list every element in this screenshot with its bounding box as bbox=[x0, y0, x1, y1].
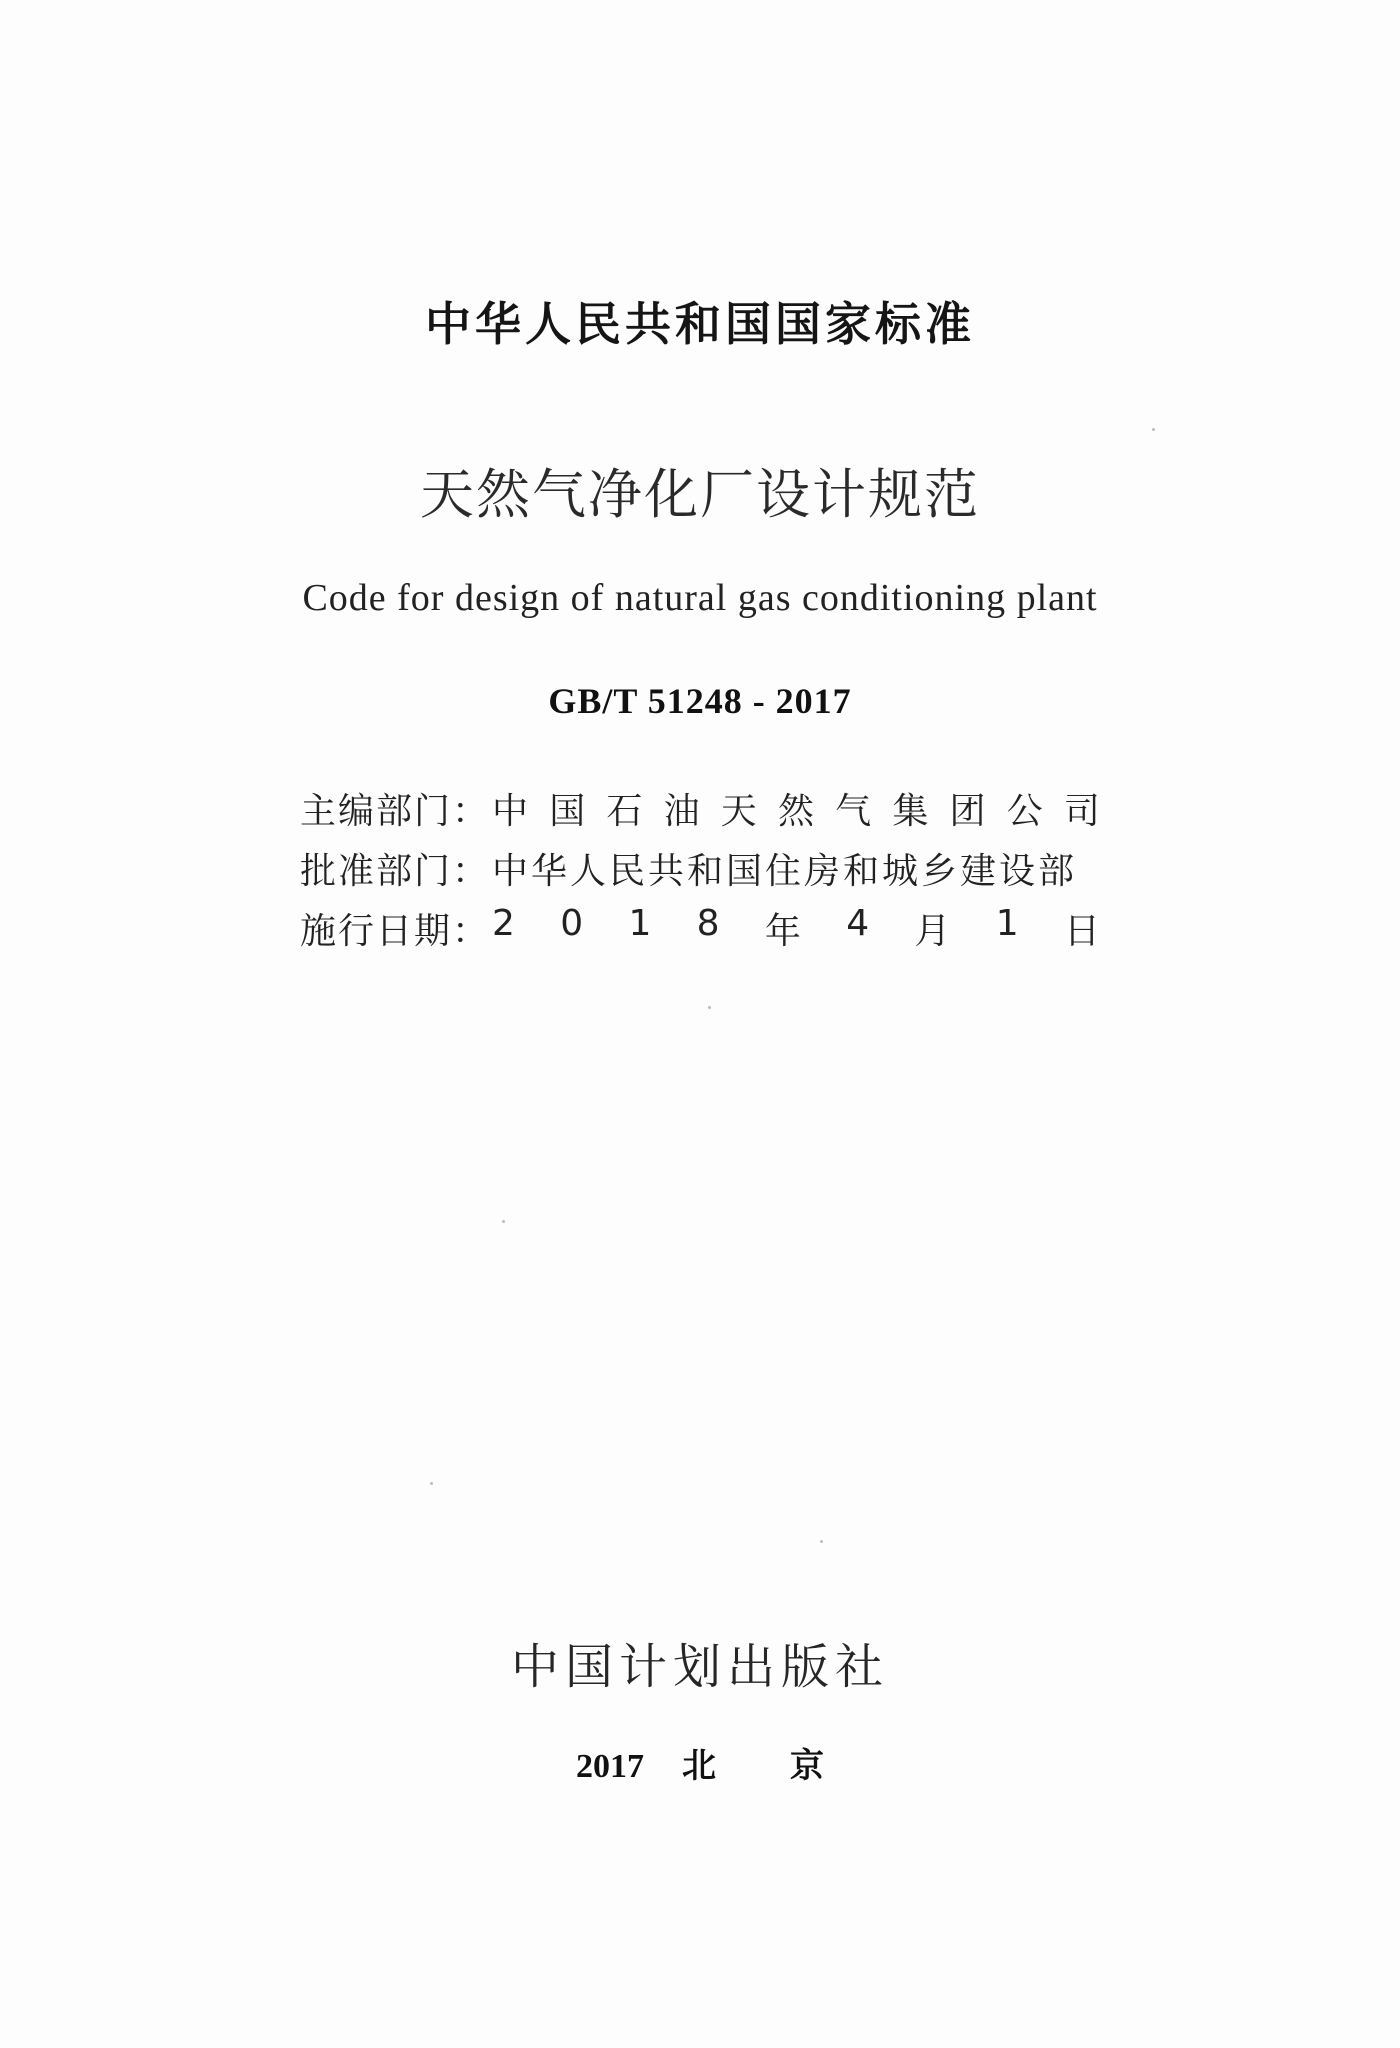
date-char: 0 bbox=[560, 902, 584, 944]
date-char: 4 bbox=[846, 902, 870, 944]
editor-char: 国 bbox=[549, 790, 586, 832]
scan-speck bbox=[820, 1540, 823, 1543]
info-block bbox=[300, 778, 1100, 958]
editor-char: 石 bbox=[606, 790, 643, 832]
title-chinese: 天然气净化厂设计规范 bbox=[420, 463, 980, 526]
approver-value: 中华人民共和国住房和城乡建设部 bbox=[492, 850, 1078, 892]
publisher-name: 中国计划出版社 bbox=[510, 1639, 889, 1695]
title-english: Code for design of natural gas conditioning plant bbox=[302, 577, 1098, 619]
editor-label: 主编部门： bbox=[300, 790, 491, 832]
scan-speck bbox=[430, 1482, 433, 1485]
editor-char: 然 bbox=[777, 790, 814, 832]
publication-line bbox=[0, 1738, 1400, 1787]
date-char: 月 bbox=[914, 910, 951, 952]
scan-speck bbox=[502, 1220, 505, 1223]
date-char: 1 bbox=[628, 902, 652, 944]
editor-char: 集 bbox=[892, 790, 929, 832]
publication-city-char: 京 bbox=[790, 1748, 824, 1785]
date-char: 日 bbox=[1063, 910, 1100, 952]
editor-char: 司 bbox=[1063, 790, 1100, 832]
effective-date-row bbox=[300, 898, 1100, 958]
scan-speck bbox=[1152, 428, 1155, 431]
scan-speck bbox=[708, 1006, 711, 1009]
editor-char: 油 bbox=[663, 790, 700, 832]
date-char: 1 bbox=[995, 902, 1019, 944]
date-char: 年 bbox=[764, 910, 801, 952]
date-char: 8 bbox=[696, 902, 720, 944]
publication-year: 2017 bbox=[576, 1748, 644, 1785]
national-standard-heading: 中华人民共和国国家标准 bbox=[425, 297, 975, 351]
effective-date-label: 施行日期： bbox=[300, 910, 491, 952]
approver-label: 批准部门： bbox=[300, 850, 491, 892]
effective-date-value bbox=[492, 903, 1100, 954]
approver-row bbox=[300, 838, 1100, 898]
editor-row bbox=[300, 778, 1100, 838]
editor-char: 团 bbox=[949, 790, 986, 832]
publication-city-char: 北 bbox=[682, 1748, 716, 1785]
editor-char: 天 bbox=[720, 790, 757, 832]
editor-char: 公 bbox=[1006, 790, 1043, 832]
editor-char: 气 bbox=[835, 790, 872, 832]
date-char: 2 bbox=[492, 902, 515, 944]
editor-value bbox=[492, 783, 1100, 834]
editor-char: 中 bbox=[492, 790, 529, 832]
standard-code: GB/T 51248 - 2017 bbox=[548, 681, 852, 721]
